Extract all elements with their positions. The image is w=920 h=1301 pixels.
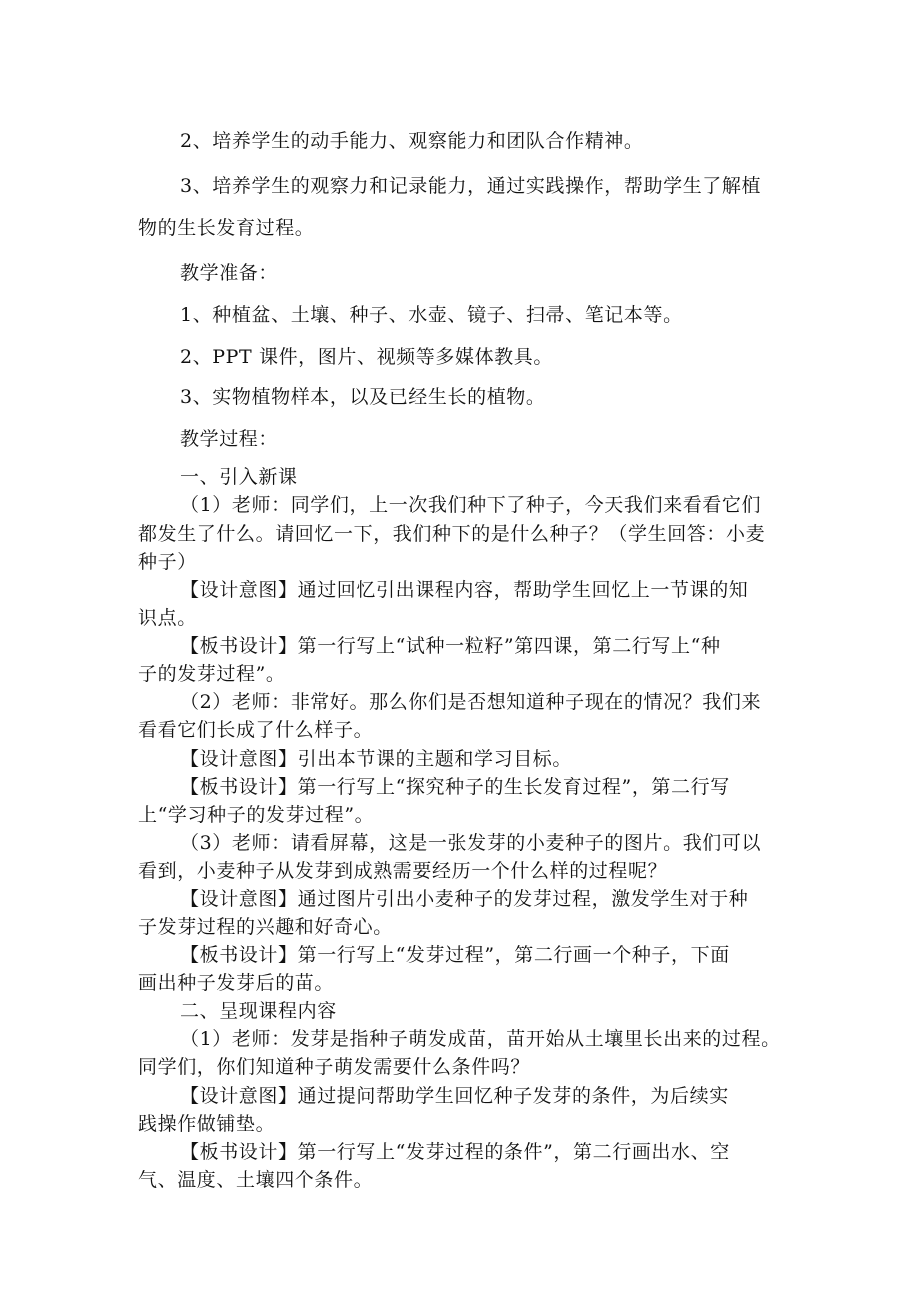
paragraph-2-line-2: 看看它们长成了什么样子。: [138, 719, 374, 741]
design-intent-2: 【设计意图】引出本节课的主题和学习目标。: [180, 748, 573, 770]
board-design-1-line-1: 【板书设计】第一行写上“试种一粒籽”第四课，第二行写上“种: [180, 635, 721, 657]
preparation-item-2: 2、PPT 课件，图片、视频等多媒体教具。: [180, 346, 553, 368]
paragraph-4-line-1: （1）老师：发芽是指种子萌发成苗，苗开始从土壤里长出来的过程。: [180, 1028, 781, 1050]
paragraph-2-line-1: （2）老师：非常好。那么你们是否想知道种子现在的情况？我们来: [180, 691, 762, 713]
section-1-heading: 一、引入新课: [180, 466, 298, 488]
paragraph-1-line-2: 都发生了什么。请回忆一下，我们种下的是什么种子？（学生回答：小麦: [138, 523, 766, 545]
board-design-3-line-2: 画出种子发芽后的苗。: [138, 972, 335, 994]
design-intent-1-line-1: 【设计意图】通过回忆引出课程内容，帮助学生回忆上一节课的知: [180, 579, 749, 601]
board-design-3-line-1: 【板书设计】第一行写上“发芽过程”，第二行画一个种子，下面: [180, 944, 730, 966]
design-intent-4-line-2: 践操作做铺垫。: [138, 1113, 276, 1135]
board-design-2-line-1: 【板书设计】第一行写上“探究种子的生长发育过程”，第二行写: [180, 776, 730, 798]
board-design-4-line-2: 气、温度、土壤四个条件。: [138, 1169, 374, 1191]
objective-3-line-1: 3、培养学生的观察力和记录能力，通过实践操作，帮助学生了解植: [180, 175, 762, 197]
objective-2: 2、培养学生的动手能力、观察能力和团队合作精神。: [180, 130, 644, 152]
objective-3-line-2: 物的生长发育过程。: [138, 217, 315, 239]
paragraph-1-line-3: 种子）: [138, 551, 197, 573]
teaching-preparation-heading: 教学准备：: [180, 262, 279, 284]
board-design-2-line-2: 上“学习种子的发芽过程”。: [138, 804, 375, 826]
design-intent-3-line-1: 【设计意图】通过图片引出小麦种子的发芽过程，激发学生对于种: [180, 888, 749, 910]
paragraph-3-line-2: 看到，小麦种子从发芽到成熟需要经历一个什么样的过程呢？: [138, 860, 668, 882]
paragraph-3-line-1: （3）老师：请看屏幕，这是一张发芽的小麦种子的图片。我们可以: [180, 832, 762, 854]
design-intent-1-line-2: 识点。: [138, 607, 197, 629]
paragraph-1-line-1: （1）老师：同学们，上一次我们种下了种子，今天我们来看看它们: [180, 494, 762, 516]
preparation-item-3: 3、实物植物样本，以及已经生长的植物。: [180, 386, 546, 408]
design-intent-4-line-1: 【设计意图】通过提问帮助学生回忆种子发芽的条件，为后续实: [180, 1085, 729, 1107]
section-2-heading: 二、呈现课程内容: [180, 1000, 337, 1022]
paragraph-4-line-2: 同学们，你们知道种子萌发需要什么条件吗？: [138, 1056, 531, 1078]
board-design-4-line-1: 【板书设计】第一行写上“发芽过程的条件”，第二行画出水、空: [180, 1141, 730, 1163]
preparation-item-1: 1、种植盆、土壤、种子、水壶、镜子、扫帚、笔记本等。: [180, 304, 683, 326]
board-design-1-line-2: 子的发芽过程”。: [138, 663, 286, 685]
design-intent-3-line-2: 子发芽过程的兴趣和好奇心。: [138, 916, 393, 938]
teaching-process-heading: 教学过程：: [180, 428, 279, 450]
